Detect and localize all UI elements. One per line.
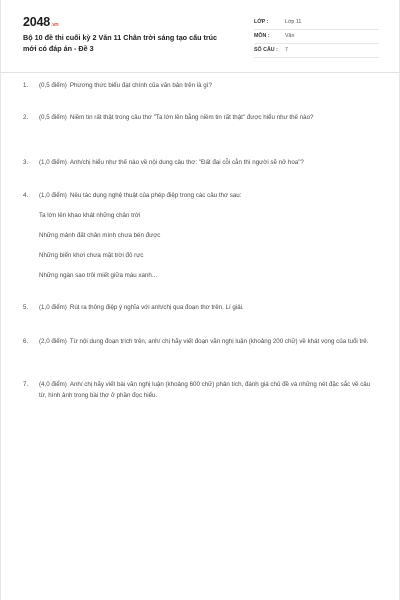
question-number: 3. [23, 159, 29, 166]
meta-class-label: LỚP : [254, 19, 269, 25]
meta-subject-value: Văn [285, 33, 295, 39]
site-logo[interactable] [23, 15, 58, 32]
question-points: (1,0 điểm) [39, 159, 67, 166]
meta-subject-row [254, 29, 379, 44]
question-text: Từ nội dung đoạn trích trên, anh/ chị hãy viết đoạn văn nghị luận (khoảng 200 chữ) về khát vọng của tuổi trẻ. [69, 338, 369, 345]
question-points: (4,0 điểm) [39, 381, 67, 388]
meta-count-label: SỐ CÂU : [254, 47, 278, 53]
question-number: 2. [23, 114, 29, 121]
question-4 [23, 190, 379, 201]
question-number: 7. [23, 381, 29, 388]
question-7 [23, 379, 379, 401]
poem-line: Những mảnh đất chân mình chưa bén được [39, 232, 161, 239]
meta-class-row [254, 15, 379, 30]
meta-count-value: 7 [285, 47, 288, 53]
question-text: Anh/ chị hãy viết bài văn nghị luận (khoảng 600 chữ) phân tích, đánh giá chủ đề và những nét đặc sắc về câu từ, hình ảnh trong bài thơ ở phần đọc hiểu. [39, 381, 371, 399]
question-3 [23, 157, 379, 168]
question-number: 1. [23, 82, 29, 89]
question-text: Nêu tác dụng nghệ thuật của phép điệp trong các câu thơ sau: [69, 192, 242, 199]
question-points: (0,5 điểm) [39, 82, 67, 89]
question-1 [23, 80, 379, 91]
question-points: (1,0 điểm) [39, 304, 67, 311]
question-points: (0,5 điểm) [39, 114, 67, 121]
question-text: Rút ra thông điệp ý nghĩa với anh/chị qua đoạn thơ trên. Lí giải. [69, 304, 244, 311]
document-header [1, 0, 400, 73]
question-number: 4. [23, 192, 29, 199]
logo-text: 2048 [23, 15, 51, 29]
question-points: (1,0 điểm) [39, 192, 67, 199]
question-number: 6. [23, 338, 29, 345]
document-title: Bộ 10 đề thi cuối kỳ 2 Văn 11 Chân trời sáng tạo cấu trúc mới có đáp án - Đề 3 [23, 33, 218, 53]
logo-suffix: .vn [51, 22, 59, 28]
question-6 [23, 336, 379, 347]
question-text: Phương thức biểu đạt chính của văn bản trên là gì? [69, 82, 212, 89]
question-number: 5. [23, 304, 29, 311]
question-5 [23, 302, 379, 313]
meta-subject-label: MÔN : [254, 33, 270, 39]
meta-count-row [254, 43, 379, 58]
poem-line: Ta lớn lên khao khát những chân trời [39, 212, 141, 219]
question-2 [23, 112, 379, 123]
question-points: (2,0 điểm) [39, 338, 67, 345]
question-text: Niềm tin rất thật trong câu thơ "Ta lớn lên bằng niềm tin rất thật" được hiểu như thế nào? [69, 114, 314, 121]
poem-line: Những biển khơi chưa mặt trời đỏ rực [39, 252, 144, 259]
meta-class-value: Lớp 11 [285, 19, 302, 25]
poem-line: Những ngàn sao trôi miết giữa màu xanh... [39, 272, 158, 279]
question-text: Anh/chị hiểu như thế nào về nội dung câu thơ: "Đất đai cỗi cằn thì người sẽ nở hoa"? [69, 159, 304, 166]
